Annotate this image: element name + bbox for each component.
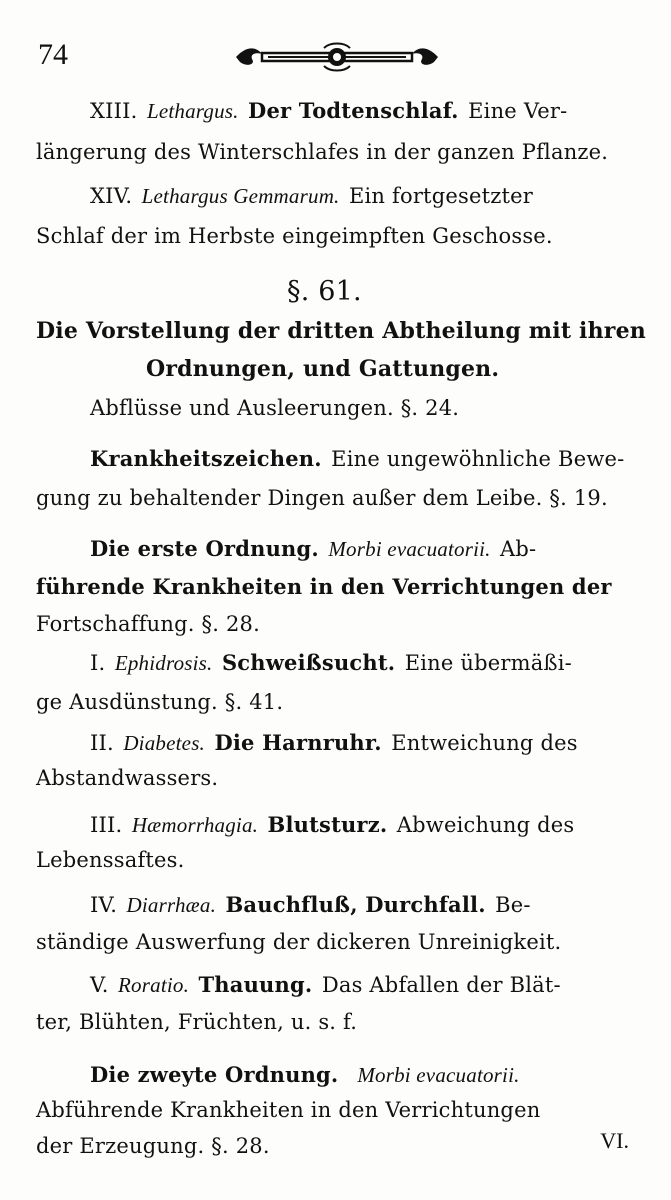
latin-term: Diarrhæa. xyxy=(126,893,217,917)
bold-term: Die zweyte Ordnung. xyxy=(90,1062,339,1087)
entry-numeral: I. xyxy=(90,651,106,675)
description: Entweichung des xyxy=(391,731,578,755)
description: Eine übermäßi- xyxy=(404,651,572,675)
bold-term: Krankheitszeichen. xyxy=(90,446,322,471)
text-line: Abführende Krankheiten in den Verrichtungen xyxy=(36,1098,541,1122)
german-term: Thauung. xyxy=(198,972,313,997)
text-line: Lebenssaftes. xyxy=(36,848,185,872)
entry-numeral: II. xyxy=(90,731,114,755)
latin-term: Lethargus Gemmarum. xyxy=(141,184,340,208)
entry-numeral: V. xyxy=(90,973,109,997)
description: Abweichung des xyxy=(396,813,575,837)
german-term: Bauchfluß, Durchfall. xyxy=(225,892,486,917)
german-term: Die Harnruhr. xyxy=(214,730,382,755)
description: Be- xyxy=(495,893,531,917)
latin-term: Morbi evacuatorii. xyxy=(328,537,491,561)
text-line: Abstandwassers. xyxy=(36,766,219,790)
symptoms-line xyxy=(90,446,624,471)
catchword: VI. xyxy=(600,1128,629,1153)
latin-term: Morbi evacuatorii. xyxy=(357,1063,520,1087)
section-number: §. 61. xyxy=(287,276,362,307)
text-line: Fortschaffung. §. 28. xyxy=(36,612,260,636)
description: Eine ungewöhnliche Bewe- xyxy=(331,447,625,471)
description: Ab- xyxy=(500,537,537,561)
description: Das Abfallen der Blät- xyxy=(321,973,561,997)
entry-numeral: III. xyxy=(90,813,123,837)
text-line: Abflüsse und Ausleerungen. §. 24. xyxy=(90,396,460,420)
ornament-icon xyxy=(232,40,442,74)
text-line: gung zu behaltender Dingen außer dem Leibe. §. 19. xyxy=(36,486,608,510)
text-line: der Erzeugung. §. 28. xyxy=(36,1134,270,1158)
text-line: Schlaf der im Herbste eingeimpften Geschosse. xyxy=(36,224,553,248)
entry-iv xyxy=(90,892,531,918)
german-term: Schweißsucht. xyxy=(221,650,396,675)
text-line: ge Ausdünstung. §. 41. xyxy=(36,690,284,714)
latin-term: Lethargus. xyxy=(146,99,239,123)
entry-numeral: XIV. xyxy=(90,184,133,208)
page-number: 74 xyxy=(38,38,68,71)
german-term: Der Todtenschlaf. xyxy=(248,98,459,123)
text-line: ständige Auswerfung der dickeren Unreinigkeit. xyxy=(36,930,562,954)
entry-i xyxy=(90,650,572,676)
entry-xiii xyxy=(90,98,567,124)
latin-term: Ephidrosis. xyxy=(114,651,213,675)
text-line: längerung des Winterschlafes in der ganzen Pflanze. xyxy=(36,140,609,164)
entry-v xyxy=(90,972,561,998)
entry-numeral: XIII. xyxy=(90,99,138,123)
entry-numeral: IV. xyxy=(90,893,118,917)
first-order-line xyxy=(90,536,536,562)
entry-ii xyxy=(90,730,578,756)
text-line: ter, Blühten, Früchten, u. s. f. xyxy=(36,1010,358,1034)
text-line: führende Krankheiten in den Verrichtungen der xyxy=(36,574,612,599)
entry-iii xyxy=(90,812,574,838)
section-heading-line-2: Ordnungen, und Gattungen. xyxy=(146,356,500,382)
description: Eine Ver- xyxy=(468,99,568,123)
description: Ein fortgesetzter xyxy=(348,184,533,208)
second-order-line xyxy=(90,1062,520,1088)
latin-term: Diabetes. xyxy=(123,731,206,755)
german-term: Blutsturz. xyxy=(267,812,388,837)
section-heading-line-1: Die Vorstellung der dritten Abtheilung mit ihren xyxy=(36,318,646,344)
latin-term: Hæmorrhagia. xyxy=(131,813,259,837)
latin-term: Roratio. xyxy=(118,973,190,997)
entry-xiv xyxy=(90,184,533,209)
bold-term: Die erste Ordnung. xyxy=(90,536,319,561)
